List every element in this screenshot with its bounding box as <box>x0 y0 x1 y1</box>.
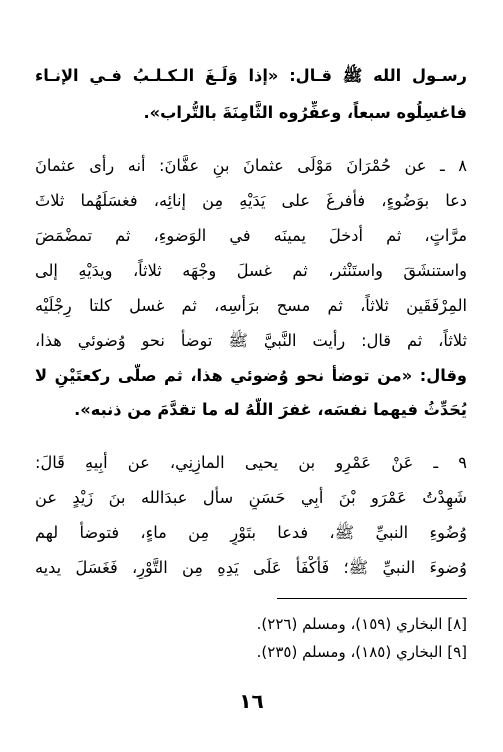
hadith-9-line-4: وُضوءَ النبيِّ ﷺ؛ فَأَكْفَأَ عَلَى يَدِهِ مِن التَّوْرِ، فَغَسَلَ يديه <box>35 558 467 577</box>
hadith-7-line-1: رسـول الله ﷺ قـال: «إذا وَلَـغَ الـكـلـبُ فـي الإنـاء <box>35 66 467 85</box>
hadith-8-line-7: وقال: «من توضأ نحو وُضوئي هذا، ثم صلَّى ركعتَيْنِ لا <box>35 366 467 385</box>
hadith-8-line-6: ثلاثاً، ثم قال: رأيت النَّبيَّ ﷺ توضأ نحو وُضوئي هذا، <box>35 331 467 350</box>
hadith-9-line-2: شَهِدْتُ عَمْرَو بْنَ أبِي حَسَنٍ سأل عبدَالله بنَ زَيْدٍ عن <box>35 488 467 507</box>
footnote-8: [٨] البخاري (١٥٩)، ومسلم (٢٢٦). <box>256 615 467 633</box>
hadith-8-line-8: يُحَدِّثُ فيهما نفسَه، غفرَ اللَّهُ له ما تقدَّمَ من ذنبه». <box>74 400 467 419</box>
hadith-7-line-2: فاغسِلُوه سبعاً، وعفِّرُوه الثَّامِنَةَ بالتُّراب». <box>143 103 467 122</box>
hadith-9-line-1: ٩ ـ عَنْ عَمْرِو بن يحيى المازِنِي، عن أبِيهِ قَالَ: <box>35 453 467 472</box>
hadith-8-line-5: المِرْفَقَين ثلاثاً، ثم مسح برَأْسِه، ثم غسل كلتا رِجْلَيْه <box>35 296 467 315</box>
footnote-9: [٩] البخاري (١٨٥)، ومسلم (٢٣٥). <box>256 643 467 661</box>
hadith-8-line-2: دعا بوَضُوءٍ، فأفرغَ على يَدَيْهِ مِن إنائِه، فغسَلَهُما ثلاثَ <box>35 191 467 210</box>
hadith-9-line-3: وُضُوءِ النبيِّ ﷺ، فدعا بتَوْرٍ مِن ماءٍ، فتوضأ لهم <box>35 523 467 542</box>
footnote-divider <box>277 598 467 599</box>
hadith-8-line-1: ٨ ـ عن حُمْرَانَ مَوْلَى عثمانَ بنِ عفَّانَ: أنه رأى عثمانَ <box>35 156 467 175</box>
page-number: ١٦ <box>239 689 264 713</box>
hadith-8-line-4: واستنشَقَ واستَنْثر، ثم غسلَ وجْهَه ثلاثاً، ويدَيْهِ إلى <box>35 261 467 280</box>
hadith-8-line-3: مرَّاتٍ، ثم أدخلَ يمينَه في الوَضوءِ، ثم تمضْمَضَ <box>35 226 467 245</box>
